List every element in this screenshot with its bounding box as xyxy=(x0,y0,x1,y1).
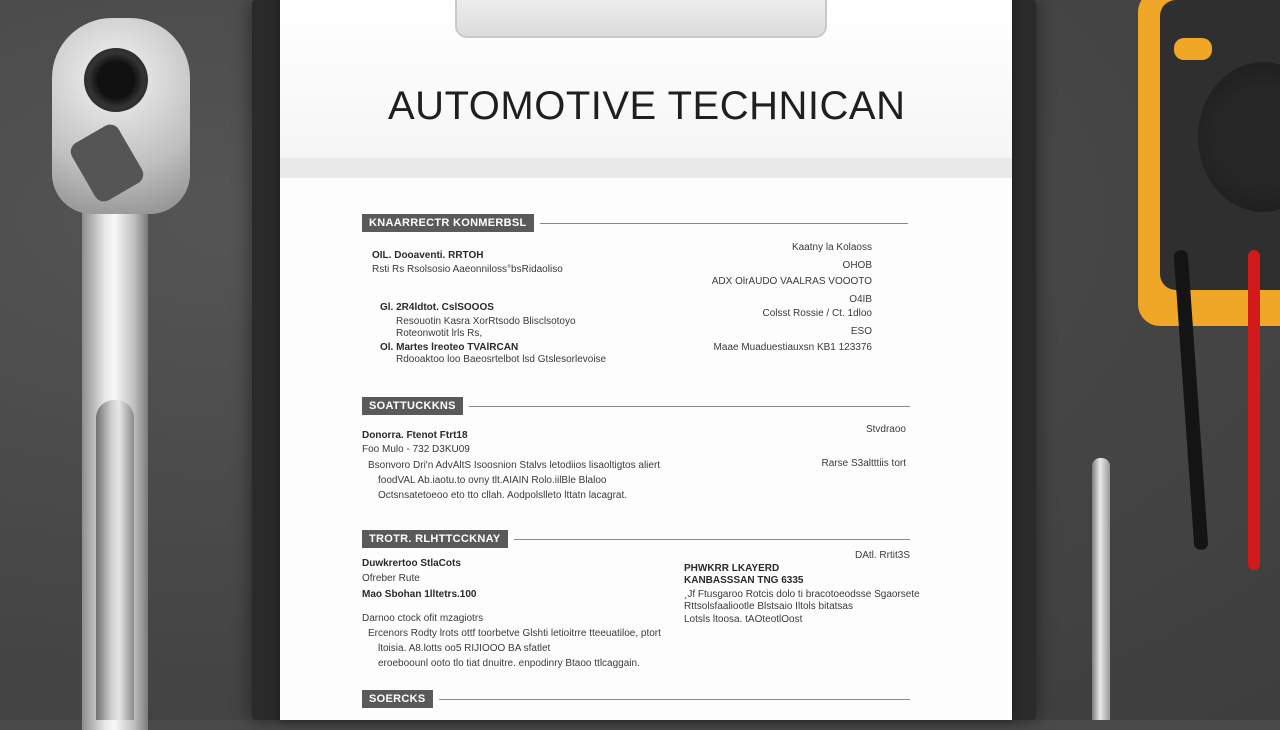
entry-line: Foo Mulo - 732 D3KU09 xyxy=(362,444,470,455)
entry-line: DAtl. Rrtit3S xyxy=(854,550,910,561)
section-label: TROTR. RLHTTCCKNAY xyxy=(362,530,508,548)
section-education xyxy=(362,395,910,417)
entry-line: eroeboounl ooto tlo tiat dnuitre. enpodinry Btaoo ttlcaggain. xyxy=(378,658,640,669)
section-certifications xyxy=(362,528,910,550)
red-test-lead xyxy=(1248,250,1260,570)
entry-line: foodVAL Ab.iaotu.to ovny tlt.AIAIN Rolo.iilBle Blaloo xyxy=(378,475,607,486)
section-rule xyxy=(514,539,911,540)
section-experience xyxy=(362,212,908,234)
entry-line: KANBASSSAN TNG 6335 xyxy=(684,575,804,586)
section-label: KNAARRECTR KONMERBSL xyxy=(362,214,534,232)
entry-line: Rsti Rs Rsolsosio Aaeonniloss°bsRidaoliso xyxy=(372,264,563,275)
section-label: SOERCKS xyxy=(362,690,433,708)
entry-line: Ercenors Rodty lrots ottf toorbetve Glshti letioitrre tteeuatiloe, ptort xyxy=(368,628,661,639)
entry-line: Rdooaktoo loo Baeosrtelbot lsd Gtslesorlevoise xyxy=(396,354,607,365)
entry-line: Bsonvoro Dri'n AdvAltS Isoosnion Stalvs letodiios lisaoltigtos aliert xyxy=(368,460,661,471)
section-rule xyxy=(439,699,911,700)
entry-line: Darnoo ctock ofit mzagiotrs xyxy=(362,613,484,624)
entry-line: Ofreber Rute xyxy=(362,573,420,584)
resume-title: AUTOMOTIVE TECHNICAN xyxy=(388,84,906,128)
entry-line: Rarse S3altttiis tort xyxy=(821,458,906,469)
entry-line: OIL. Dooaventi. RRTOH xyxy=(372,250,484,261)
entry-line: Roteonwotit lrls Rs, xyxy=(396,328,483,339)
clipboard-clip xyxy=(455,0,827,38)
entry-line: Mao Sbohan 1lltetrs.100 xyxy=(362,589,477,600)
pen xyxy=(1092,458,1110,720)
entry-line: ¸Jf Ftusgaroo Rotcis dolo ti bracotoeodsse Sgaorsete xyxy=(684,589,920,600)
entry-line: Ol. Martes lreoteo TVAlRCAN xyxy=(380,342,519,353)
entry-line: Gl. 2R4ldtot. CslSOOOS xyxy=(380,302,494,313)
header-divider xyxy=(280,158,1012,178)
entry-line: Colsst Rossie / Ct. 1dloo xyxy=(762,308,872,319)
entry-line: Octsnsatetoeoo eto tto cllah. Aodpolslleto lttatn lacagrat. xyxy=(378,490,628,501)
resume-paper xyxy=(280,0,1012,720)
multimeter-button xyxy=(1174,38,1212,60)
ratchet-drive-socket xyxy=(84,48,148,112)
entry-line: Resouotin Kasra XorRtsodo Blisclsotoyo xyxy=(396,316,576,327)
entry-line: Duwkrertoo StlaCots xyxy=(362,558,461,569)
entry-line: PHWKRR LKAYERD xyxy=(684,563,780,574)
entry-line: Maae Muaduestiauxsn KB1 123376 xyxy=(713,342,872,353)
entry-line: Stvdraoo xyxy=(865,424,906,435)
entry-line: OHOB xyxy=(842,260,872,271)
entry-line: ltoisia. A8.lotts oo5 RIJIOOO BA sfatlet xyxy=(378,643,551,654)
entry-line: Rttsolsfaaliootle Blstsaio Iltols bitatsas xyxy=(684,601,853,612)
entry-line: ESO xyxy=(850,326,872,337)
section-skills xyxy=(362,688,910,710)
entry-line: Kaatny la Kolaoss xyxy=(791,242,872,253)
entry-line: O4IB xyxy=(849,294,872,305)
section-label: SOATTUCKKNS xyxy=(362,397,463,415)
section-rule xyxy=(469,406,910,407)
entry-line: Lotsls ltoosa. tAOteotlOost xyxy=(684,614,803,625)
entry-line: Donorra. Ftenot Ftrt18 xyxy=(362,430,468,441)
ratchet-wrench-grip xyxy=(96,400,134,720)
entry-line: ADX OlrAUDO VAALRAS VOOOTO xyxy=(711,276,872,287)
section-rule xyxy=(540,223,908,224)
